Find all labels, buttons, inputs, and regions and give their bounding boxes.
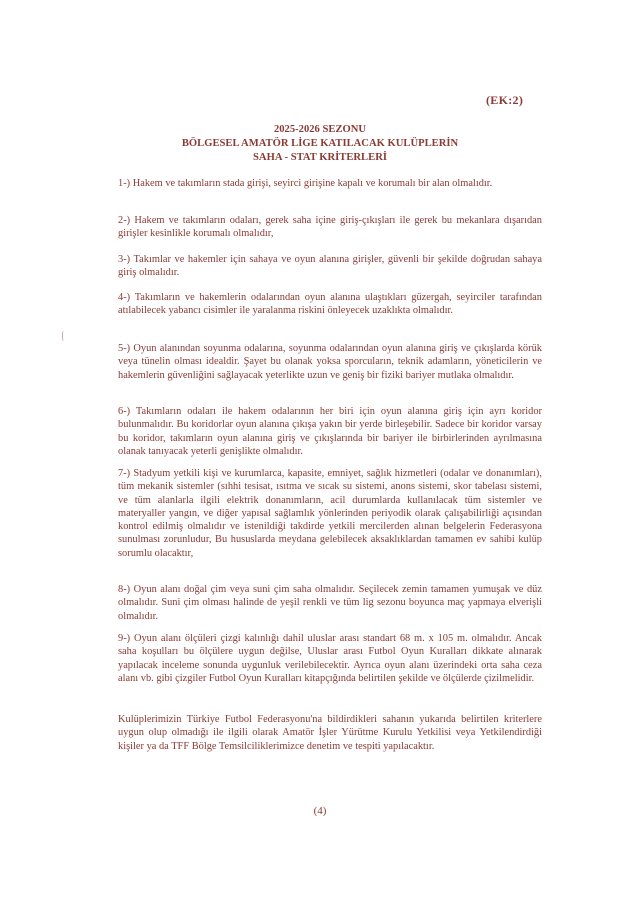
criterion-text: Hakem ve takımların odaları, gerek saha içine giriş-çıkışları ile gerek bu mekanlara dışarıdan girişler kesinlikle korumalı olmalıdır, — [118, 215, 542, 240]
criterion-text: Oyun alanından soyunma odalarına, soyunma odalarından oyun alanına giriş ve çıkışlarda körük veya tünelin olması idealdir. Şayet bu olanak yoksa sporcuların, teknik adamların, yöneticilerin ve hakemlerin güvenliğini sağlayacak yeterlikte uzun ve geniş bir fiziki bariyer mutlaka olmalıdır. — [118, 343, 542, 381]
criterion-8 — [118, 583, 542, 623]
criterion-number: 9-) — [118, 633, 131, 644]
criterion-4 — [118, 291, 542, 318]
criterion-text: Hakem ve takımların stada girişi, seyirci girişine kapalı ve korumalı bir alan olmalıdır. — [132, 178, 493, 189]
annex-label: (EK:2) — [486, 93, 524, 107]
criterion-6 — [118, 405, 542, 458]
criterion-2 — [118, 214, 542, 241]
criterion-number: 1-) — [118, 178, 131, 189]
criterion-number: 3-) — [118, 254, 131, 265]
criterion-text: Takımlar ve hakemler için sahaya ve oyun alanına girişler, güvenli bir şekilde doğrudan sahaya giriş olmalıdır. — [118, 254, 542, 279]
criterion-1 — [118, 177, 542, 190]
criterion-text: Takımların odaları ile hakem odalarının her biri için oyun alanına giriş için ayrı koridor bulunmalıdır. Bu koridorlar oyun alanına çıkışa yakın bir yerde birleşebilir. Sadece bir koridor varsay bu koridor, takımların oyun alanına giriş ve çıkışlarında bir bariyer ile birbirlerinden ayrılmasına olanak tanıyacak yeterli genişlikte olmalıdır. — [118, 406, 542, 457]
criterion-text: Oyun alanı doğal çim veya suni çim saha olmalıdır. Seçilecek zemin tamamen yumuşak ve düz olmalıdır. Suni çim olması halinde de yeşil renkli ve tüm lig sezonu boyunca maç yapmaya elverişli olmalıdır. — [118, 584, 542, 622]
criterion-number: 7-) — [118, 468, 131, 479]
criterion-text: Stadyum yetkili kişi ve kurumlarca, kapasite, emniyet, sağlık hizmetleri (odalar ve donanımları), tüm mekanik sistemler (sıhhi tesisat, ısıtma ve sıcak su sistemi, anons sistemi, skor tabelası sistemi, ve tüm alanlarla ilgili elektrik donanımların, acil durumlarda kullanılacak tüm sistemler ve materyaller yangın, ve diğer yapısal sağlamlık yönlerinden periyodik olarak çalışabilirliği açısından kontrol edilmiş olmalıdır ve istenildiği takdirde yetkili mercilerden alınan belgelerin Federasyona sunulması zorunludur, Bu hususlarda meydana gelebilecek aksaklıklardan tamamen ev sahibi kulüp sorumlu olacaktır, — [118, 468, 542, 559]
criterion-3 — [118, 253, 542, 280]
margin-pen-mark — [62, 331, 67, 341]
criterion-number: 2-) — [118, 215, 131, 226]
criterion-7 — [118, 467, 542, 560]
document-subtitle: SAHA - STAT KRİTERLERİ — [253, 152, 387, 163]
document-title: BÖLGESEL AMATÖR LİGE KATILACAK KULÜPLERİN — [181, 138, 459, 149]
criterion-text: Oyun alanı ölçüleri çizgi kalınlığı dahil uluslar arası standart 68 m. x 105 m. olmalıdır. Ancak saha koşulları bu ölçülere uygun değilse, Uluslar arası Futbol Oyun Kuralları dikkate alınarak yapılacak inceleme sonunda uygunluk verilebilecektir. Ayrıca oyun alanı üzerindeki orta saha ceza alanı vb. gibi çizgiler Futbol Oyun Kuralları kitapçığında belirtilen şekilde ve ölçülerde çizilmelidir. — [118, 633, 543, 684]
criterion-number: 6-) — [118, 406, 131, 417]
criterion-5 — [118, 342, 542, 382]
season-title: 2025-2026 SEZONU — [273, 124, 367, 135]
criterion-number: 5-) — [118, 343, 131, 354]
page-number: (4) — [313, 805, 327, 817]
criterion-text: Takımların ve hakemlerin odalarından oyun alanına ulaştıkları güzergah, seyirciler tarafından atılabilecek yabancı cisimler ile yaralanma riskini önleyecek uzaklıkta olmalıdır. — [118, 292, 542, 317]
criterion-9 — [118, 632, 542, 685]
criterion-number: 4-) — [118, 292, 131, 303]
closing-paragraph: Kulüplerimizin Türkiye Futbol Federasyonu'na bildirdikleri sahanın yukarıda belirtilen kriterlere uygun olup olmadığı ile ilgili olarak Amatör İşler Yürütme Kurulu Yetkilisi veya Yetkilendirdiği kişiler ya da TFF Bölge Temsilciliklerimizce denetim ve tespiti yapılacaktır. — [118, 714, 542, 752]
criterion-number: 8-) — [118, 584, 131, 595]
